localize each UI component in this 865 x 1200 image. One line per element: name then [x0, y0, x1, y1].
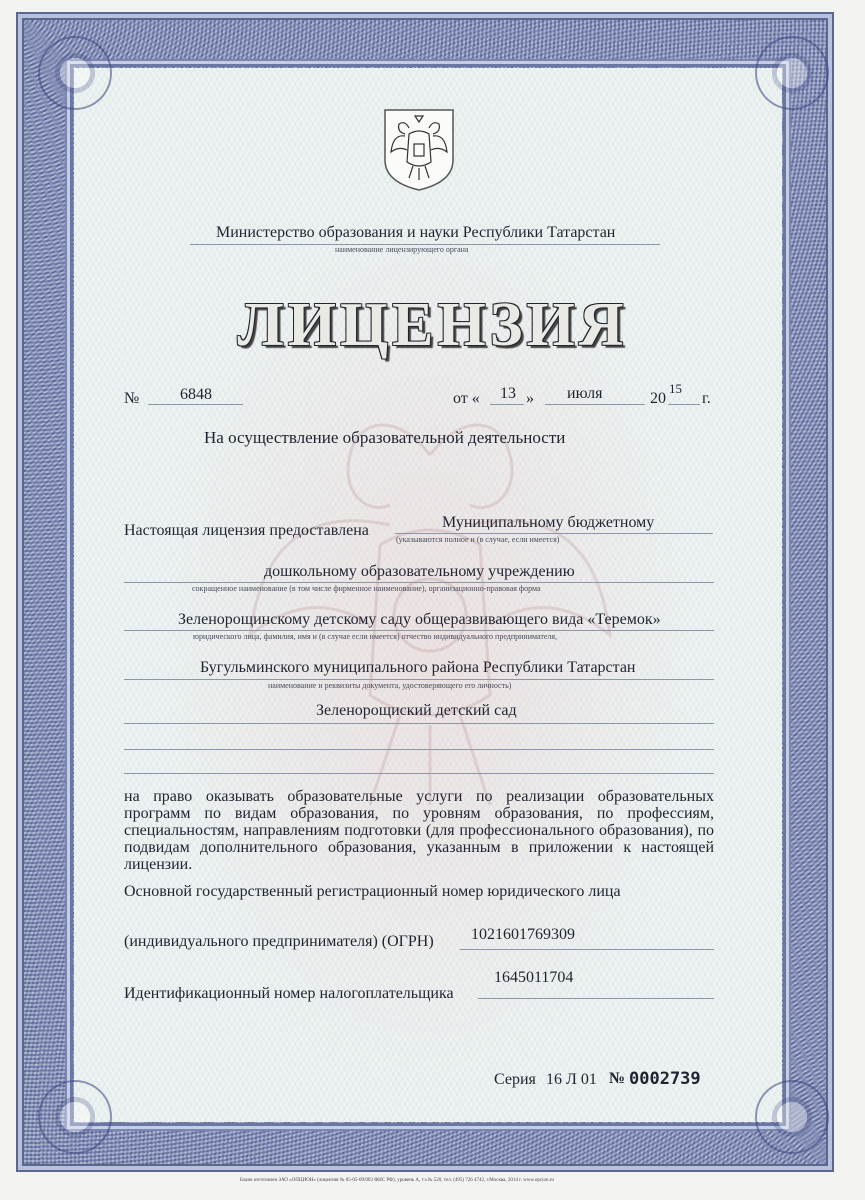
- corner-ornament-top-left: [38, 36, 112, 110]
- date-day: 13: [500, 385, 516, 402]
- grantee-caption-1: (указываются полное и (в случае, если имеется): [396, 535, 560, 544]
- series-number: 0002739: [629, 1069, 701, 1089]
- grantee-line-5: Зеленорощиский детский сад: [316, 702, 517, 719]
- grantee-underline-3: [124, 630, 714, 631]
- date-year-prefix: 20: [650, 390, 666, 407]
- grantee-line-3: Зеленорощинскому детскому саду общеразвивающего вида «Теремок»: [178, 611, 661, 628]
- license-number: 6848: [180, 386, 212, 403]
- document-title: ЛИЦЕНЗИЯ: [237, 291, 628, 359]
- date-year-suffix: 15: [669, 381, 682, 396]
- date-month: июля: [567, 385, 603, 402]
- ogrn-label-line-2: (индивидуального предпринимателя) (ОГРН): [124, 933, 434, 950]
- month-underline: [545, 404, 645, 405]
- series-label: Серия: [494, 1071, 536, 1088]
- grantee-caption-2: сокращенное наименование (в том числе фирменное наименование), организационно-правовая форма: [192, 584, 541, 593]
- authority-caption: наименование лицензирующего органа: [335, 245, 469, 254]
- eagle-watermark-icon: [240, 395, 620, 815]
- series-value: 16 Л 01: [546, 1071, 597, 1088]
- inn-value: 1645011704: [494, 969, 574, 986]
- grantee-line-4: Бугульминского муниципального района Республики Татарстан: [200, 659, 636, 676]
- inn-underline: [478, 998, 714, 999]
- licensing-authority: Министерство образования и науки Республики Татарстан: [216, 224, 616, 241]
- corner-ornament-bottom-left: [38, 1080, 112, 1154]
- number-label: №: [124, 390, 140, 407]
- ogrn-value: 1021601769309: [471, 926, 575, 943]
- license-purpose: На осуществление образовательной деятельности: [204, 428, 566, 447]
- grantee-line-2: дошкольному образовательному учреждению: [264, 563, 575, 580]
- ogrn-label-line-1: Основной государственный регистрационный номер юридического лица: [124, 883, 621, 900]
- number-underline: [148, 404, 243, 405]
- grantee-underline-1: [395, 533, 713, 534]
- grantee-underline-4: [124, 679, 714, 680]
- rights-paragraph: на право оказывать образовательные услуги по реализации образовательных программ по видам образования, по уровням образования, по профессиям, специальностям, направлениям подготовки (для профессионального образования), по подвидам дополнительного образования, указанным в приложении к настоящей лицензии.: [124, 788, 714, 873]
- date-day-close: »: [526, 390, 534, 407]
- grantee-underline-5: [124, 723, 714, 724]
- grantee-label: Настоящая лицензия предоставлена: [124, 522, 369, 539]
- grantee-underline-2: [124, 582, 714, 583]
- grantee-caption-3: юридического лица, фамилия, имя и (в случае если имеется) отчество индивидуального предпринимателя,: [193, 632, 558, 641]
- ogrn-underline: [460, 949, 714, 950]
- day-underline: [490, 404, 524, 405]
- blank-line-2: [124, 773, 714, 774]
- corner-ornament-top-right: [755, 36, 829, 110]
- inn-label: Идентификационный номер налогоплательщика: [124, 985, 454, 1002]
- corner-ornament-bottom-right: [755, 1080, 829, 1154]
- grantee-caption-4: наименование и реквизиты документа, удостоверяющего его личность): [268, 681, 512, 690]
- year-underline: [668, 404, 700, 405]
- coat-of-arms-icon: [383, 108, 455, 192]
- printer-footer: Бланк изготовлен ЗАО «ОПЦИОН» (лицензия № 05-05-09/003 ФНС РФ), уровень А, т.з.№ 520, тел. (495) 726 4742, г.Москва, 2014 г. www.opcion.ru: [240, 1178, 554, 1183]
- date-year-unit: г.: [702, 390, 711, 407]
- series-number-label: №: [609, 1070, 626, 1087]
- date-from-label: от «: [453, 390, 480, 407]
- grantee-line-1: Муниципальному бюджетному: [442, 514, 655, 531]
- blank-line-1: [124, 749, 714, 750]
